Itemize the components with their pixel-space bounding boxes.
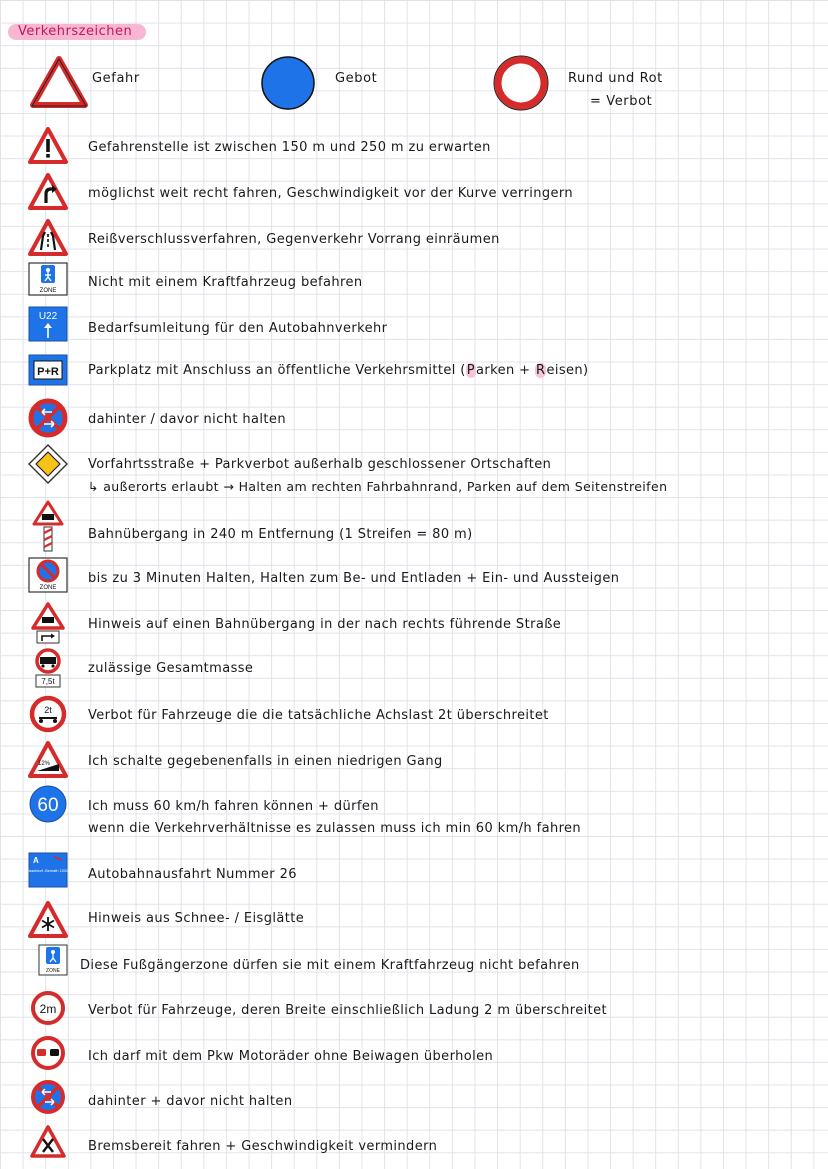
item-text: Verbot für Fahrzeuge die die tatsächliche Achslast 2t überschreitet (88, 708, 549, 723)
highlight-r: R (536, 363, 546, 378)
width-limit-icon (28, 990, 68, 1026)
list-item (0, 1079, 828, 1119)
item-text: dahinter + davor nicht halten (88, 1094, 293, 1109)
snow-ice-warning-icon (28, 900, 68, 940)
item-text: Ich darf mit dem Pkw Motoräder ohne Beiwagen überholen (88, 1049, 494, 1064)
item-text: Diese Fußgängerzone dürfen sie mit einem Kraftfahrzeug nicht befahren (80, 958, 580, 973)
axle-code: 2t (44, 705, 52, 715)
park-and-ride-icon (28, 354, 68, 386)
item-text: Hinweis aus Schnee- / Eisglätte (88, 911, 305, 926)
item-text: Hinweis auf einen Bahnübergang in der nach rechts führende Straße (88, 617, 562, 632)
no-overtaking-icon (28, 1035, 68, 1071)
steep-descent-icon (28, 740, 68, 780)
list-item (0, 944, 828, 982)
grade-code: 12% (37, 761, 51, 767)
item-text: Bahnübergang in 240 m Entfernung (1 Streifen = 80 m) (88, 527, 473, 542)
list-item (0, 740, 828, 784)
no-stopping-arrows-icon (28, 1079, 68, 1115)
railway-crossing-icon (28, 500, 68, 552)
item-text: Ich schalte gegebenenfalls in einen niedrigen Gang (88, 754, 443, 769)
detour-u22-icon (28, 306, 68, 342)
minimum-speed-60-icon (28, 784, 68, 824)
item-text: dahinter / davor nicht halten (88, 412, 286, 427)
svg-text:A: A (33, 856, 39, 865)
list-item (0, 262, 828, 308)
item-text: Ich muss 60 km/h fahren können + dürfen (88, 799, 379, 814)
priority-road-icon (28, 444, 68, 484)
list-item (0, 990, 828, 1030)
page-title: Verkehrszeichen (8, 24, 146, 40)
prohibition-label-2: = Verbot (590, 94, 653, 109)
zone-label: ZONE (39, 288, 57, 294)
item-text: Verbot für Fahrzeuge, deren Breite einschließlich Ladung 2 m überschreitet (88, 1003, 607, 1018)
item-text: Reißverschlussverfahren, Gegenverkehr Vorrang einräumen (88, 232, 500, 247)
no-stopping-arrows-icon (28, 398, 68, 438)
list-item (0, 126, 828, 170)
list-item (0, 444, 828, 500)
list-item (0, 784, 828, 840)
list-item (0, 900, 828, 940)
item-text-2: ↳ außerorts erlaubt → Halten am rechten Fahrbahnrand, Parken auf dem Seitenstreifen (88, 479, 668, 494)
item-text (88, 360, 589, 382)
railway-crossing-right-icon (28, 602, 68, 644)
highlight-p: P (466, 363, 476, 378)
speed-code: 60 (37, 795, 59, 816)
item-text: Nicht mit einem Kraftfahrzeug befahren (88, 275, 363, 290)
list-item (0, 500, 828, 554)
highway-exit-26-icon (24, 852, 72, 888)
axle-load-limit-icon (28, 694, 68, 734)
right-curve-warning-icon (28, 172, 68, 212)
item-text: Autobahnausfahrt Nummer 26 (88, 867, 297, 882)
weight-code: 7,5t (41, 677, 55, 686)
item-text: zulässige Gesamtmasse (88, 661, 254, 676)
width-code: 2m (39, 1002, 57, 1016)
pedestrian-zone-icon (28, 262, 68, 296)
list-item (0, 398, 828, 442)
zone-label: ZONE (39, 585, 57, 591)
no-parking-zone-icon (28, 557, 68, 593)
list-item (0, 306, 828, 352)
prohibition-circle-icon (493, 55, 549, 111)
exit-code: Düsseldorf -Benrath 1000m (24, 869, 72, 873)
warning-exclamation-icon (28, 126, 68, 166)
item-text: Bremsbereit fahren + Geschwindigkeit vermindern (88, 1139, 438, 1154)
text-part: eisen) (546, 363, 589, 378)
truck-weight-limit-icon (28, 648, 68, 688)
item-text: Vorfahrtsstraße + Parkverbot außerhalb geschlossener Ortschaften (88, 457, 552, 472)
danger-label: Gefahr (92, 71, 140, 86)
pedestrian-zone-icon (38, 944, 68, 976)
list-item (0, 172, 828, 216)
danger-triangle-icon (30, 56, 88, 108)
prohibition-label-1: Rund und Rot (568, 71, 663, 86)
detour-code: U22 (38, 311, 58, 322)
list-item (0, 218, 828, 262)
item-text: Gefahrenstelle ist zwischen 150 m und 250 m zu erwarten (88, 140, 491, 155)
item-text: Bedarfsumleitung für den Autobahnverkehr (88, 321, 388, 336)
list-item (0, 694, 828, 738)
mandatory-circle-icon (260, 55, 316, 111)
pr-code: P+R (37, 366, 59, 378)
list-item (0, 602, 828, 646)
zone-label: ZONE (46, 968, 60, 974)
item-text: bis zu 3 Minuten Halten, Halten zum Be- und Entladen + Ein- und Aussteigen (88, 571, 620, 586)
mandatory-label: Gebot (335, 71, 378, 86)
list-item (0, 557, 828, 597)
list-item (0, 648, 828, 692)
lane-merge-warning-icon (28, 218, 68, 258)
list-item (0, 1035, 828, 1075)
item-text-2: wenn die Verkehrverhältnisse es zulassen muss ich min 60 km/h fahren (88, 821, 582, 836)
list-item (0, 1124, 828, 1164)
list-item (0, 354, 828, 398)
intersection-warning-icon (28, 1124, 68, 1160)
text-part: arken + (476, 363, 535, 378)
text-part: Parkplatz mit Anschluss an öffentliche Verkehrsmittel ( (88, 363, 466, 378)
list-item (0, 852, 828, 898)
item-text: möglichst weit recht fahren, Geschwindigkeit vor der Kurve verringern (88, 186, 574, 201)
